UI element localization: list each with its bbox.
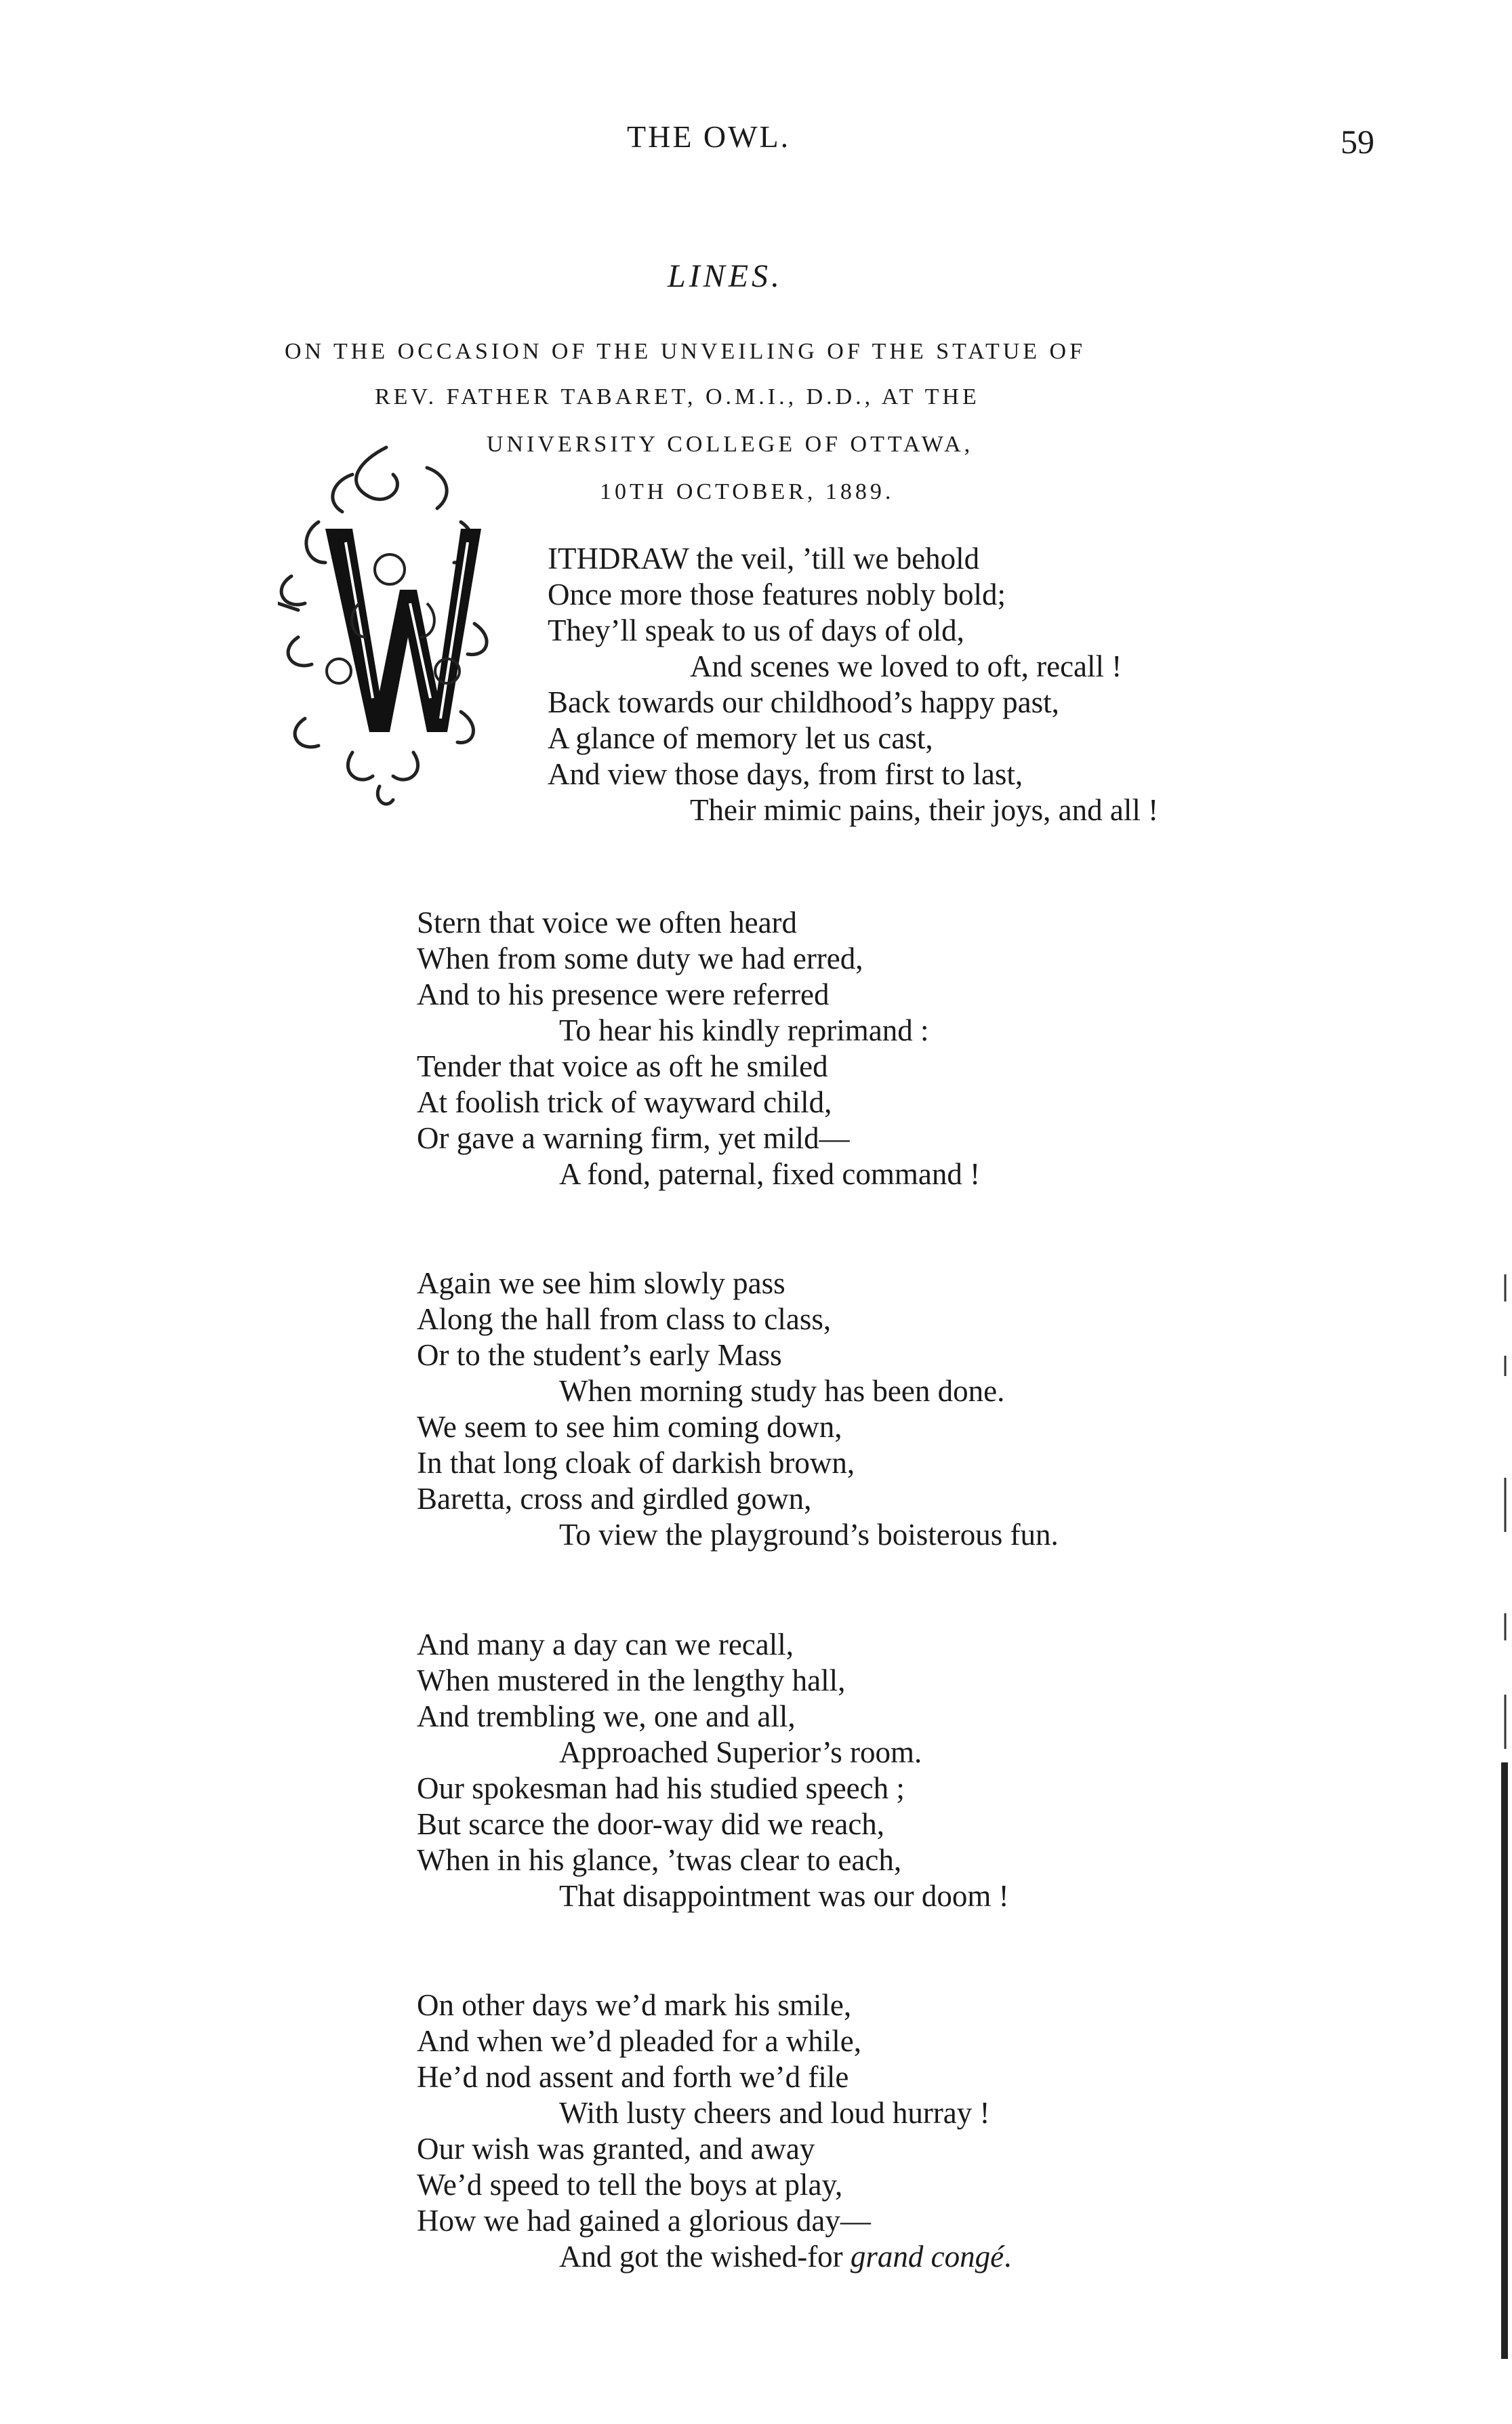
- poem-line: Back towards our childhood’s happy past,: [548, 685, 1059, 719]
- poem-line: And trembling we, one and all,: [417, 1699, 796, 1733]
- poem-line: And view those days, from first to last,: [548, 757, 1023, 791]
- poem-line: And when we’d pleaded for a while,: [417, 2024, 862, 2058]
- poem-line: With lusty cheers and loud hurray !: [559, 2096, 990, 2130]
- poem-stanza-1-continued: [548, 577, 1158, 828]
- poem-line: When mustered in the lengthy hall,: [417, 1663, 846, 1697]
- poem-line: Approached Superior’s room.: [559, 1735, 922, 1769]
- poem-line: On other days we’d mark his smile,: [417, 1988, 852, 2022]
- poem-line-final-text: And got the wished-for: [559, 2240, 843, 2274]
- poem-line: Their mimic pains, their joys, and all !: [690, 793, 1159, 827]
- poem-line: When in his glance, ’twas clear to each,: [417, 1843, 902, 1877]
- poem-line: We seem to see him coming down,: [417, 1410, 842, 1444]
- poem-subtitle-line: 10TH OCTOBER, 1889.: [600, 479, 895, 504]
- poem-line: Once more those features nobly bold;: [548, 578, 1006, 611]
- poem-line: We’d speed to tell the boys at play,: [417, 2168, 843, 2202]
- poem-title: LINES.: [668, 258, 783, 294]
- poem-line: Baretta, cross and girdled gown,: [417, 1482, 812, 1516]
- poem-line: Stern that voice we often heard: [417, 906, 798, 940]
- poem-subtitle-line: ON THE OCCASION OF THE UNVEILING OF THE STATUE OF: [285, 339, 1086, 364]
- poem-line: How we had gained a glorious day—: [417, 2204, 871, 2238]
- poem-line: And to his presence were referred: [417, 977, 830, 1011]
- poem-line: Again we see him slowly pass: [417, 1266, 785, 1300]
- poem-line: When from some duty we had erred,: [417, 942, 863, 975]
- poem-line: Or gave a warning firm, yet mild—: [417, 1121, 850, 1155]
- poem-line: Our wish was granted, and away: [417, 2132, 815, 2166]
- poem-stanza-2: [417, 905, 980, 1192]
- poem-line: Tender that voice as oft he smiled: [417, 1049, 828, 1083]
- poem-line-final: [417, 2239, 1011, 2275]
- poem-line: And many a day can we recall,: [417, 1628, 794, 1661]
- poem-subtitle-line: REV. FATHER TABARET, O.M.I., D.D., AT THE: [375, 384, 980, 409]
- poem-italic-phrase: grand congé: [850, 2240, 1004, 2274]
- poem-stanza-1: [548, 541, 979, 577]
- poem-stanza-3: [417, 1266, 1059, 1553]
- poem-stanza-5: [417, 1987, 1011, 2275]
- poem-line: They’ll speak to us of days of old,: [548, 613, 964, 647]
- poem-subtitle-line: UNIVERSITY COLLEGE OF OTTAWA,: [487, 432, 974, 457]
- poem-line: To hear his kindly reprimand :: [559, 1013, 929, 1047]
- poem-line: Or to the student’s early Mass: [417, 1338, 782, 1372]
- poem-line: But scarce the door-way did we reach,: [417, 1807, 885, 1841]
- page-edge-marks: [1492, 1274, 1512, 2359]
- poem-line: At foolish trick of wayward child,: [417, 1085, 832, 1119]
- poem-line: Our spokesman had his studied speech ;: [417, 1771, 905, 1805]
- poem-line: To view the playground’s boisterous fun.: [559, 1518, 1059, 1552]
- poem-line: ITHDRAW the veil, ’till we behold: [548, 542, 980, 575]
- poem-line: He’d nod assent and forth we’d file: [417, 2060, 849, 2094]
- poem-final-punctuation: .: [1004, 2240, 1012, 2274]
- ornamental-initial-w: [278, 434, 505, 813]
- poem-line: Along the hall from class to class,: [417, 1302, 832, 1336]
- poem-line: A fond, paternal, fixed command !: [559, 1157, 981, 1191]
- poem-line: When morning study has been done.: [559, 1374, 1005, 1408]
- poem-line: A glance of memory let us cast,: [548, 721, 933, 755]
- running-head: THE OWL.: [627, 119, 791, 154]
- poem-stanza-4: [417, 1627, 1009, 1914]
- page-number: 59: [1341, 123, 1374, 161]
- poem-line: In that long cloak of darkish brown,: [417, 1446, 855, 1480]
- poem-line: That disappointment was our doom !: [559, 1879, 1009, 1913]
- poem-line: And scenes we loved to oft, recall !: [690, 649, 1122, 683]
